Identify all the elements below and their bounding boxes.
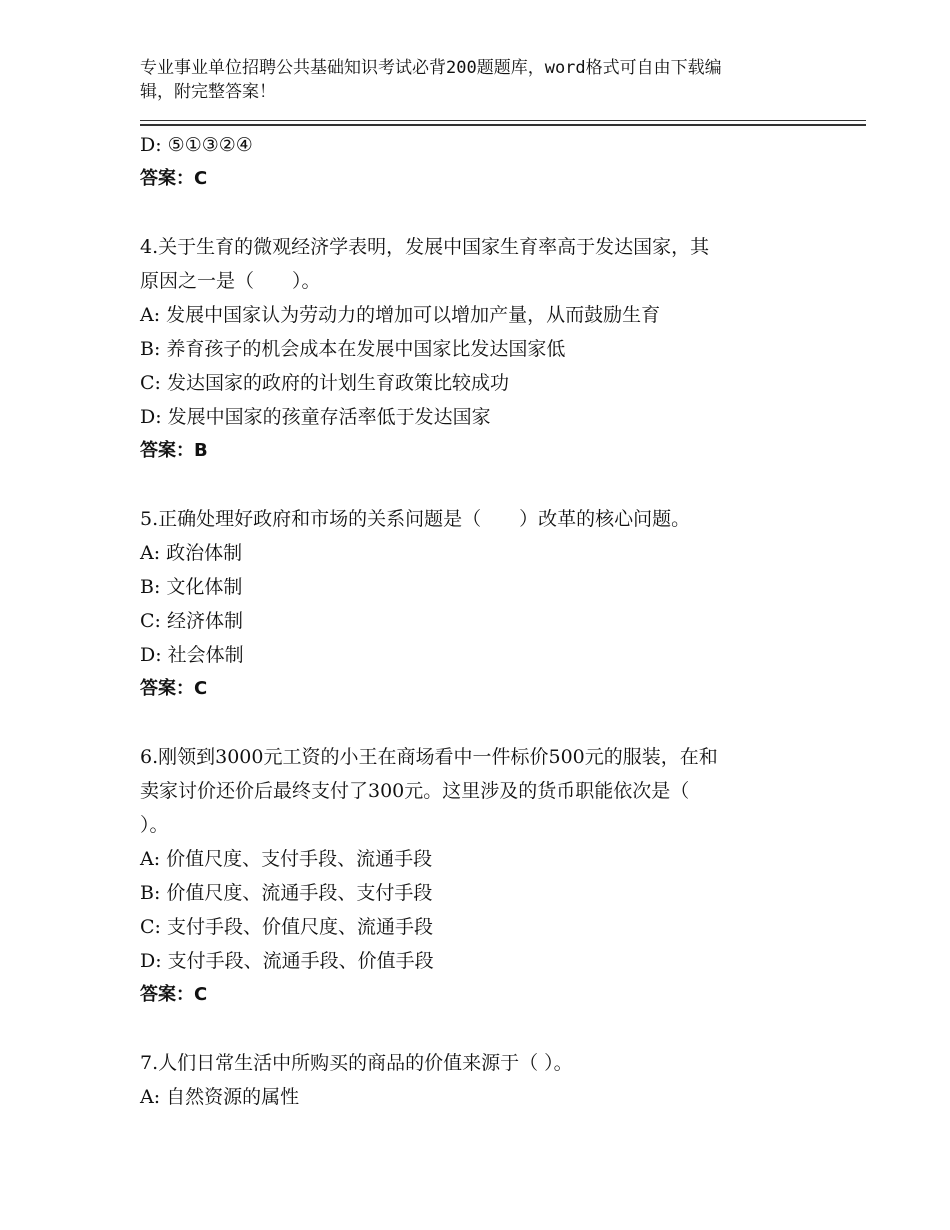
- answer: 答案：B: [140, 440, 208, 461]
- option-b: B: 养育孩子的机会成本在发展中国家比发达国家低: [140, 338, 566, 360]
- question-stem: 原因之一是（ ）。: [140, 270, 321, 292]
- question-stem: 6.刚领到3000元工资的小王在商场看中一件标价500元的服装，在和: [140, 746, 718, 768]
- answer: 答案：C: [140, 984, 208, 1005]
- answer: 答案：C: [140, 678, 208, 699]
- option-a: A: 价值尺度、支付手段、流通手段: [140, 848, 433, 870]
- question-stem: 5.正确处理好政府和市场的关系问题是（ ）改革的核心问题。: [140, 508, 691, 530]
- question-stem: 4.关于生育的微观经济学表明，发展中国家生育率高于发达国家，其: [140, 236, 710, 258]
- option-b: B: 价值尺度、流通手段、支付手段: [140, 882, 433, 904]
- spacer: [140, 1012, 830, 1046]
- question-6: [140, 740, 830, 1012]
- question-7: [140, 1046, 830, 1114]
- spacer: [140, 196, 830, 230]
- option-d: D: 社会体制: [140, 644, 244, 666]
- prev-question-option-d: D: ⑤①③②④: [140, 134, 253, 156]
- option-a: A: 发展中国家认为劳动力的增加可以增加产量，从而鼓励生育: [140, 304, 661, 326]
- option-d: D: 发展中国家的孩童存活率低于发达国家: [140, 406, 491, 428]
- question-stem: 7.人们日常生活中所购买的商品的价值来源于（ ）。: [140, 1052, 573, 1074]
- header-divider-thin: [140, 120, 866, 121]
- spacer: [140, 468, 830, 502]
- question-stem: 卖家讨价还价后最终支付了300元。这里涉及的货币职能依次是（: [140, 780, 690, 802]
- question-list: [140, 128, 830, 1114]
- option-d: D: 支付手段、流通手段、价值手段: [140, 950, 434, 972]
- spacer: [140, 706, 830, 740]
- question-stem: ）。: [140, 814, 169, 836]
- header-title-line-1: 专业事业单位招聘公共基础知识考试必背200题题库，word格式可自由下载编: [140, 58, 722, 78]
- option-a: A: 政治体制: [140, 542, 243, 564]
- option-c: C: 经济体制: [140, 610, 243, 632]
- page-header: [140, 56, 800, 104]
- header-divider-thick: [140, 124, 866, 126]
- question-5: [140, 502, 830, 706]
- option-b: B: 文化体制: [140, 576, 243, 598]
- option-c: C: 发达国家的政府的计划生育政策比较成功: [140, 372, 509, 394]
- prev-question-answer: 答案：C: [140, 168, 208, 189]
- header-title-line-2: 辑，附完整答案！: [140, 82, 276, 102]
- option-c: C: 支付手段、价值尺度、流通手段: [140, 916, 433, 938]
- question-4: [140, 230, 830, 468]
- option-a: A: 自然资源的属性: [140, 1086, 300, 1108]
